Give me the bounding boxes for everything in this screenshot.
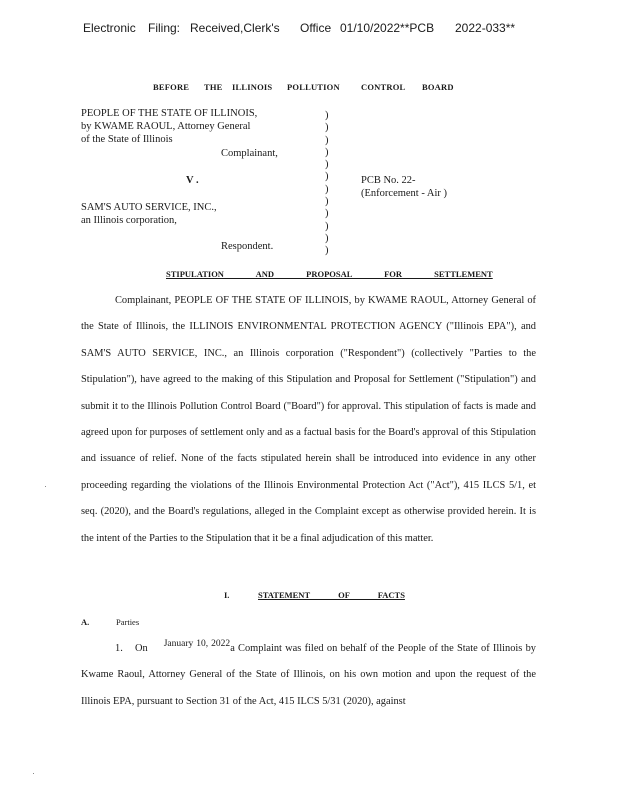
caption-parentheses: ) ) ) ) ) ) ) ) ) ) ) ) (325, 110, 329, 257)
intro-section (81, 288, 536, 552)
scan-speck (33, 773, 34, 774)
complainant-label: Complainant, (221, 148, 278, 159)
header-office: Office (300, 21, 332, 35)
defendant-line: an Illinois corporation, (81, 215, 177, 226)
board-heading-word: POLLUTION (287, 82, 340, 92)
plaintiff-line: by KWAME RAOUL, Attorney General (81, 121, 251, 132)
defendant-line: SAM'S AUTO SERVICE, INC., (81, 202, 217, 213)
paragraph-on: On (135, 643, 148, 654)
board-heading-word: ILLINOIS (232, 82, 273, 92)
subsection-title: Parties (116, 617, 140, 627)
paragraph-1 (81, 636, 536, 715)
respondent-label: Respondent. (221, 241, 274, 252)
paragraph-number: 1. (115, 643, 123, 654)
paragraph-1-section (81, 636, 536, 715)
document-title: STIPULATION AND PROPOSAL FOR SETTLEMENT (166, 269, 493, 279)
header-case-number: 2022-033** (455, 21, 516, 35)
versus-label: V . (186, 175, 199, 186)
subsection-letter: A. (81, 617, 90, 627)
board-heading-word: CONTROL (361, 82, 406, 92)
case-number: PCB No. 22- (361, 175, 416, 186)
header-date-pcb: 01/10/2022**PCB (340, 21, 435, 35)
section-title: STATEMENT OF FACTS (258, 590, 405, 600)
header-received: Received,Clerk's (190, 21, 280, 35)
case-type: (Enforcement - Air ) (361, 188, 448, 199)
board-heading-word: THE (204, 82, 223, 92)
header-filing: Filing: (148, 21, 181, 35)
plaintiff-line: of the State of Illinois (81, 134, 173, 145)
board-heading-word: BEFORE (153, 82, 190, 92)
intro-paragraph: Complainant, PEOPLE OF THE STATE OF ILLINOIS, by KWAME RAOUL, Attorney General of the State of Illinois, the ILLINOIS ENVIRONMENTAL PROTECTION AGENCY ("Illinois EPA"), and SAM'S AUTO SERVICE, INC., an Illinois corporation ("Respondent") (collectively "Parties to the Stipulation"), have agreed to the making of this Stipulation and Proposal for Settlement ("Stipulation") and submit it to the Illinois Pollution Control Board ("Board") for approval. This stipulation of facts is made and agreed upon for purposes of settlement only and as a factual basis for the Board's approval of this Stipulation and issuance of relief. None of the facts stipulated herein shall be introduced into evidence in any other proceeding regarding the violations of the Illinois Environmental Protection Act ("Act"), 415 ILCS 5/1, et seq. (2020), and the Board's regulations, alleged in the Complaint except as otherwise provided herein. It is the intent of the Parties to the Stipulation that it be a final adjudication of this matter. (81, 295, 536, 544)
paragraph-1-text: a Complaint was filed on behalf of the People of the State of Illinois by Kwame Raoul, Attorney General of the State of Illinois, on his own motion and upon the request of the Illinois EPA, pursuant to Section 31 of the Act, 415 ILCS 5/31 (2020), against (81, 643, 536, 707)
board-heading-word: BOARD (422, 82, 454, 92)
section-number: I. (224, 590, 230, 600)
header-electronic: Electronic (83, 21, 136, 35)
plaintiff-line: PEOPLE OF THE STATE OF ILLINOIS, (81, 108, 258, 119)
scan-speck (45, 486, 46, 487)
paragraph-date: January 10, 2022 (163, 639, 231, 649)
